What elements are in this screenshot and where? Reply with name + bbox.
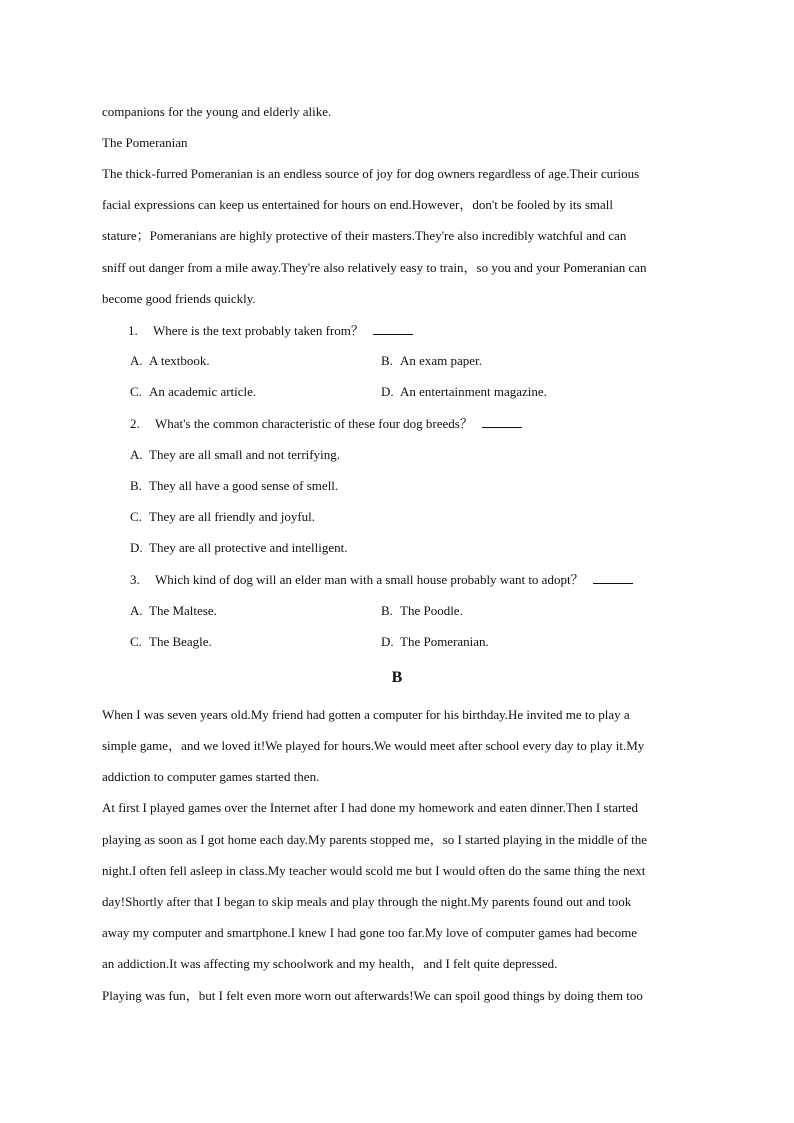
option-letter: C.	[130, 634, 142, 649]
section-heading: B	[391, 669, 403, 686]
option-letter: D.	[381, 384, 394, 399]
option-letter: A.	[130, 353, 143, 368]
passage-line: playing as soon as I got home each day.My parents stopped me，so I started playing in the middle of the	[102, 832, 648, 847]
answer-blank	[593, 571, 633, 584]
passage-line: away my computer and smartphone.I knew I had gone too far.My love of computer games had become	[102, 925, 637, 940]
passage-line: At first I played games over the Internet after I had done my homework and eaten dinner.Then I started	[102, 800, 639, 815]
passage-line: night.I often fell asleep in class.My teacher would scold me but I would often do the same thing the next	[102, 863, 646, 878]
passage-line: stature；Pomeranians are highly protective of their masters.They're also incredibly watchful and can	[102, 228, 627, 243]
option-letter: C.	[130, 384, 142, 399]
passage-line: day!Shortly after that I began to skip meals and play through the night.My parents found out and took	[102, 894, 632, 909]
option-2c	[130, 509, 315, 525]
question-number: 1.	[128, 323, 138, 338]
option-letter: B.	[381, 353, 393, 368]
passage-line: sniff out danger from a mile away.They're also relatively easy to train，so you and your Pomeranian can	[102, 260, 647, 275]
option-text: They all have a good sense of smell.	[149, 478, 339, 493]
passage-line: addiction to computer games started then.	[102, 769, 320, 784]
passage-line: simple game，and we loved it!We played for hours.We would meet after school every day to play it.My	[102, 738, 645, 753]
option-letter: D.	[130, 540, 143, 555]
option-2d	[130, 540, 348, 556]
question-2	[130, 415, 522, 432]
option-text: An academic article.	[149, 384, 257, 399]
passage-line: facial expressions can keep us entertained for hours on end.However，don't be fooled by its small	[102, 197, 613, 212]
option-text: The Poodle.	[400, 603, 463, 618]
question-text: Which kind of dog will an elder man with a small house probably want to adopt？	[155, 572, 584, 587]
option-letter: D.	[381, 634, 394, 649]
option-text: A textbook.	[149, 353, 210, 368]
option-3b	[381, 603, 463, 619]
passage-line: companions for the young and elderly alike.	[102, 104, 332, 119]
option-letter: B.	[381, 603, 393, 618]
option-1a	[130, 353, 210, 369]
answer-blank	[482, 415, 522, 428]
option-2a	[130, 447, 340, 463]
option-letter: C.	[130, 509, 142, 524]
option-text: They are all protective and intelligent.	[149, 540, 348, 555]
option-text: The Maltese.	[149, 603, 217, 618]
option-letter: A.	[130, 603, 143, 618]
option-1d	[381, 384, 547, 400]
option-3c	[130, 634, 212, 650]
passage-line: Playing was fun，but I felt even more worn out afterwards!We can spoil good things by doing them too	[102, 988, 643, 1003]
option-3a	[130, 603, 217, 619]
option-text: They are all friendly and joyful.	[149, 509, 316, 524]
option-2b	[130, 478, 338, 494]
option-letter: A.	[130, 447, 143, 462]
passage-line: The thick-furred Pomeranian is an endless source of joy for dog owners regardless of age.Their curious	[102, 166, 640, 181]
option-text: An entertainment magazine.	[400, 384, 547, 399]
option-1b	[381, 353, 482, 369]
option-1c	[130, 384, 256, 400]
question-text: What's the common characteristic of these four dog breeds？	[155, 416, 473, 431]
question-1	[128, 322, 413, 339]
passage-subheading: The Pomeranian	[102, 135, 188, 150]
question-text: Where is the text probably taken from？	[153, 323, 364, 338]
option-text: They are all small and not terrifying.	[149, 447, 340, 462]
passage-line: When I was seven years old.My friend had gotten a computer for his birthday.He invited me to play a	[102, 707, 630, 722]
question-number: 3.	[130, 572, 140, 587]
option-letter: B.	[130, 478, 142, 493]
answer-blank	[373, 322, 413, 335]
question-number: 2.	[130, 416, 140, 431]
question-3	[130, 571, 633, 588]
option-text: An exam paper.	[400, 353, 482, 368]
passage-line: become good friends quickly.	[102, 291, 256, 306]
option-3d	[381, 634, 489, 650]
passage-line: an addiction.It was affecting my schoolwork and my health，and I felt quite depressed.	[102, 956, 558, 971]
option-text: The Pomeranian.	[400, 634, 489, 649]
option-text: The Beagle.	[149, 634, 212, 649]
